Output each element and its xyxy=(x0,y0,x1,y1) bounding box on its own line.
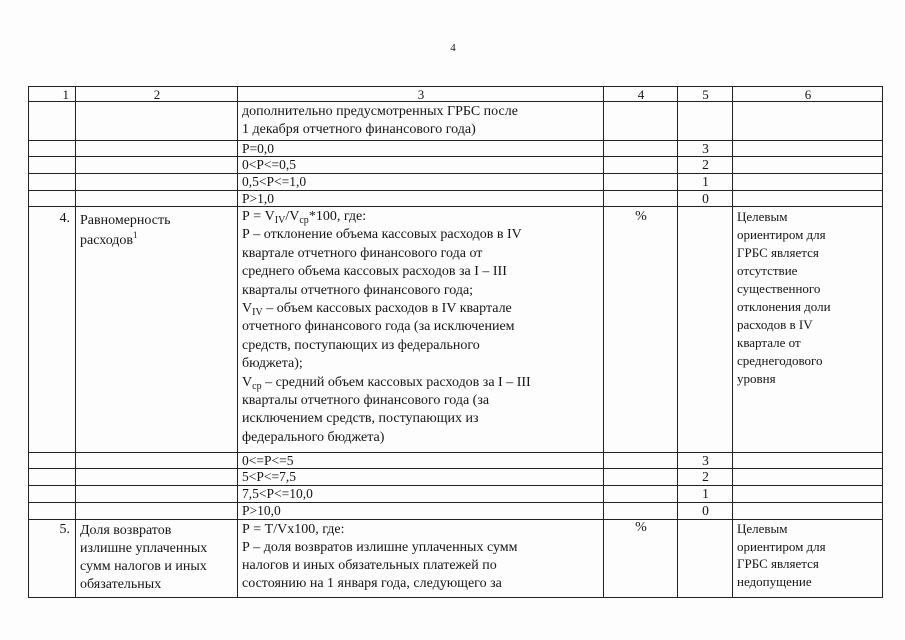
cell-name xyxy=(76,503,238,520)
cell-unit xyxy=(604,102,678,141)
table-row-indicator-5 xyxy=(29,520,883,598)
name-text: расходов xyxy=(80,233,134,248)
target-line: существенного xyxy=(737,281,821,296)
cell-number xyxy=(29,191,76,207)
score-row xyxy=(29,191,883,207)
indicator-unit: % xyxy=(604,207,678,453)
footnote-marker: 1 xyxy=(133,230,138,240)
name-line: обязательных xyxy=(80,577,162,592)
formula-line xyxy=(242,208,600,226)
formula-subscript: IV xyxy=(274,215,286,226)
indicator-formula xyxy=(238,207,604,453)
name-line xyxy=(80,231,234,251)
score-points: 2 xyxy=(678,469,733,486)
score-row xyxy=(29,174,883,191)
cell-number xyxy=(29,503,76,520)
cell-target xyxy=(733,503,883,520)
target-line: отсутствие xyxy=(737,263,798,278)
formula-line: исключением средств, поступающих из xyxy=(242,411,479,427)
score-condition: 7,5<Р<=10,0 xyxy=(238,486,604,503)
formula-text: Р = V xyxy=(242,209,275,224)
formula-subscript: IV xyxy=(252,307,263,319)
score-points: 1 xyxy=(678,486,733,503)
cell-number xyxy=(29,174,76,191)
formula-text: V xyxy=(242,301,253,317)
target-line: ГРБС является xyxy=(737,556,819,572)
score-points: 3 xyxy=(678,453,733,469)
cell-unit xyxy=(604,157,678,174)
formula-text: V xyxy=(242,374,253,390)
header-col-1: 1 xyxy=(29,87,76,102)
header-col-4: 4 xyxy=(604,87,678,102)
cell-target xyxy=(733,141,883,157)
score-condition: 0,5<Р<=1,0 xyxy=(238,174,604,191)
target-line: отклонения доли xyxy=(737,299,831,314)
cell-name xyxy=(76,174,238,191)
score-points: 1 xyxy=(678,174,733,191)
formula-line: состоянию на 1 января года, следующего за xyxy=(242,576,502,591)
score-condition: 0<Р<=0,5 xyxy=(238,157,604,174)
target-line: ориентиром для xyxy=(737,227,826,242)
header-row xyxy=(29,87,883,102)
score-points: 0 xyxy=(678,503,733,520)
target-line: ориентиром для xyxy=(737,538,826,554)
score-points: 0 xyxy=(678,191,733,207)
target-line: недопущение xyxy=(737,573,812,589)
formula-line xyxy=(242,374,600,392)
formula-text: /V xyxy=(285,209,300,224)
indicator-formula xyxy=(238,520,604,598)
cell-target xyxy=(733,191,883,207)
formula-line: бюджета); xyxy=(242,356,303,372)
page-number: 4 xyxy=(450,42,456,54)
cell-name xyxy=(76,191,238,207)
cell-number xyxy=(29,453,76,469)
cell-number xyxy=(29,102,76,141)
score-condition: Р=0,0 xyxy=(238,141,604,157)
indicator-unit: % xyxy=(604,520,678,598)
header-col-3: 3 xyxy=(238,87,604,102)
target-line: ГРБС является xyxy=(737,245,819,260)
header-col-6: 6 xyxy=(733,87,883,102)
score-row xyxy=(29,453,883,469)
formula-line: Р – доля возвратов излишне уплаченных сумм xyxy=(242,540,518,555)
target-line: Целевым xyxy=(737,521,788,536)
target-line: Целевым xyxy=(737,209,788,224)
formula-line xyxy=(242,300,600,318)
name-line: излишне уплаченных xyxy=(80,541,208,556)
score-row xyxy=(29,503,883,520)
score-row xyxy=(29,157,883,174)
formula-text: *100, где: xyxy=(308,209,367,224)
cell-number xyxy=(29,157,76,174)
cell-points xyxy=(678,102,733,141)
cell-points xyxy=(678,520,733,598)
formula-line: Р = Т/Vх100, где: xyxy=(242,522,345,537)
indicator-name xyxy=(76,520,238,598)
name-line: Равномерность xyxy=(80,213,171,228)
indicator-table xyxy=(28,86,883,598)
indicator-number: 5. xyxy=(29,520,76,598)
formula-subscript: ср xyxy=(252,380,262,392)
formula-text: – объем кассовых расходов в IV квартале xyxy=(262,301,512,317)
table-row-indicator-4 xyxy=(29,207,883,453)
formula-line: федерального бюджета) xyxy=(242,429,385,445)
score-condition: Р>1,0 xyxy=(238,191,604,207)
formula-text: – средний объем кассовых расходов за I – III xyxy=(261,374,531,390)
formula-line: средств, поступающих из федерального xyxy=(242,337,480,353)
cell-points xyxy=(678,207,733,453)
formula-line: отчетного финансового года (за исключением xyxy=(242,319,515,335)
target-line: квартале от xyxy=(737,335,801,350)
formula-line: налогов и иных обязательных платежей по xyxy=(242,558,497,573)
cell-target xyxy=(733,453,883,469)
header-col-5: 5 xyxy=(678,87,733,102)
name-line: Доля возвратов xyxy=(80,523,172,538)
cell-number xyxy=(29,141,76,157)
score-condition: Р>10,0 xyxy=(238,503,604,520)
cell-unit xyxy=(604,174,678,191)
target-line: среднегодового xyxy=(737,353,823,368)
cell-unit xyxy=(604,191,678,207)
cell-target xyxy=(733,102,883,141)
target-line: уровня xyxy=(737,371,776,386)
cell-target xyxy=(733,486,883,503)
cell-unit xyxy=(604,141,678,157)
indicator-name xyxy=(76,207,238,453)
formula-line: кварталы отчетного финансового года (за xyxy=(242,393,490,409)
cell-name xyxy=(76,486,238,503)
cell-name xyxy=(76,157,238,174)
formula-line: кварталы отчетного финансового года; xyxy=(242,282,474,298)
name-line: сумм налогов и иных xyxy=(80,559,207,574)
score-row xyxy=(29,141,883,157)
cell-target xyxy=(733,157,883,174)
score-row xyxy=(29,469,883,486)
cell-formula xyxy=(238,102,604,141)
cell-unit xyxy=(604,486,678,503)
formula-line: квартале отчетного финансового года от xyxy=(242,245,483,261)
cell-name xyxy=(76,453,238,469)
indicator-target xyxy=(733,520,883,598)
cell-unit xyxy=(604,453,678,469)
formula-line: 1 декабря отчетного финансового года) xyxy=(242,122,476,137)
cell-target xyxy=(733,469,883,486)
indicator-target xyxy=(733,207,883,453)
cell-unit xyxy=(604,503,678,520)
score-points: 2 xyxy=(678,157,733,174)
score-row xyxy=(29,486,883,503)
header-col-2: 2 xyxy=(76,87,238,102)
target-line: расходов в IV xyxy=(737,317,813,332)
cell-target xyxy=(733,174,883,191)
score-points: 3 xyxy=(678,141,733,157)
cell-unit xyxy=(604,469,678,486)
cell-name xyxy=(76,102,238,141)
cell-number xyxy=(29,486,76,503)
table-row-continued xyxy=(29,102,883,141)
formula-subscript: ср xyxy=(299,215,309,226)
cell-name xyxy=(76,469,238,486)
cell-number xyxy=(29,469,76,486)
indicator-number: 4. xyxy=(29,207,76,453)
formula-line: Р – отклонение объема кассовых расходов в IV xyxy=(242,227,522,243)
score-condition: 5<Р<=7,5 xyxy=(238,469,604,486)
formula-line: среднего объема кассовых расходов за I – III xyxy=(242,264,507,280)
score-condition: 0<=Р<=5 xyxy=(238,453,604,469)
cell-name xyxy=(76,141,238,157)
formula-line: дополнительно предусмотренных ГРБС после xyxy=(242,104,518,119)
